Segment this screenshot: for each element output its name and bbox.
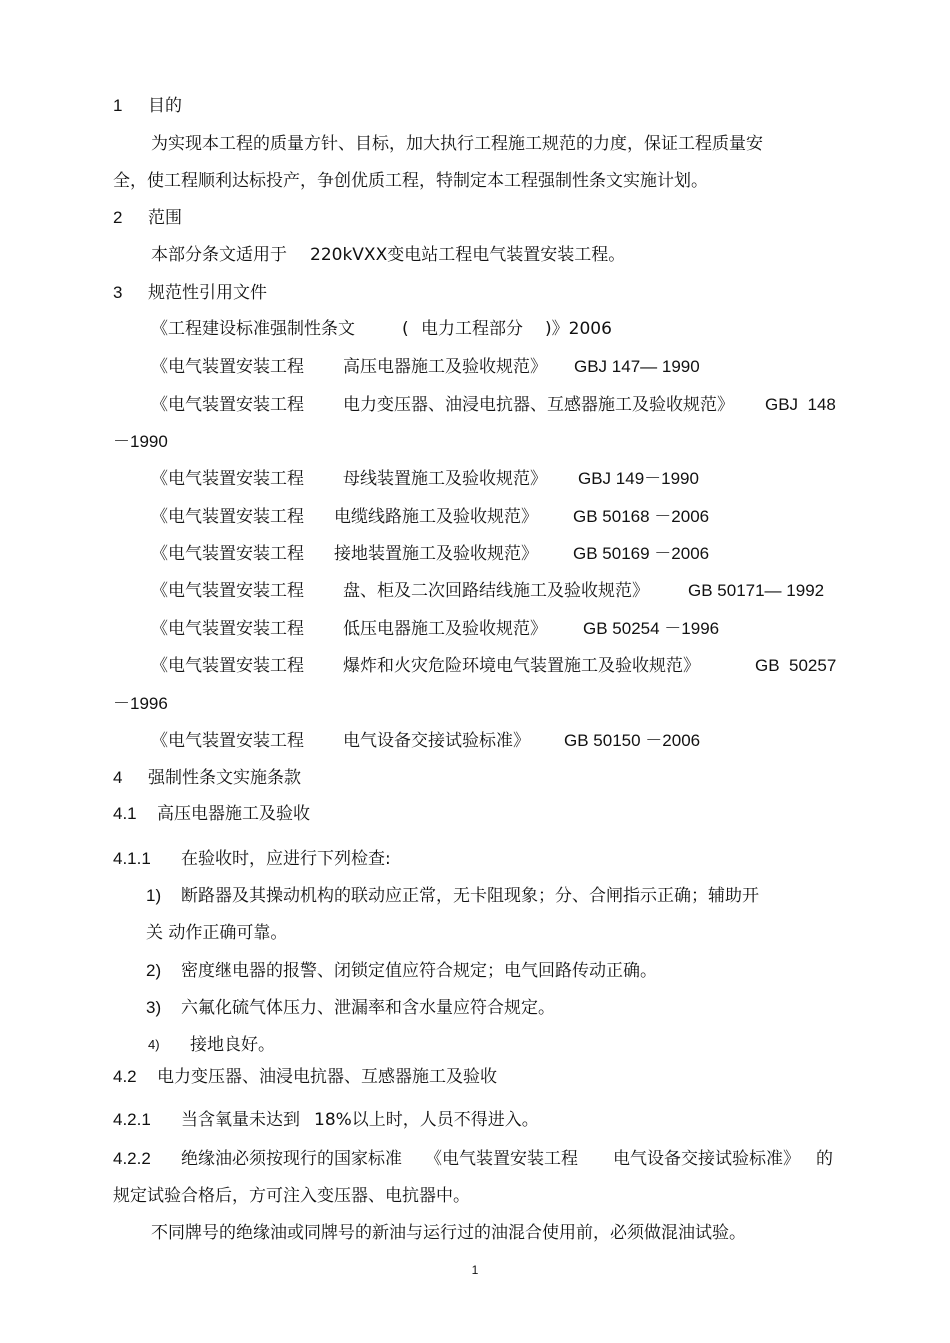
clause-text: 绝缘油必须按现行的国家标准	[181, 1149, 402, 1169]
clause-number: 4.2.2	[113, 1149, 151, 1168]
clause-text: 《电气装置安装工程	[425, 1149, 578, 1169]
clause-text: 当含氧量未达到	[181, 1110, 300, 1130]
item-text: 接地良好。	[190, 1035, 275, 1055]
reference-code: GB 50150 －2006	[564, 731, 701, 750]
reference-title: 《电气装置安装工程	[151, 619, 304, 639]
reference-code: GBJ 148	[765, 395, 836, 414]
reference-title: 母线装置施工及验收规范》	[343, 469, 547, 489]
reference-title: 《电气装置安装工程	[151, 469, 304, 489]
reference-title: 《电气装置安装工程	[151, 581, 304, 601]
reference-title: 《电气装置安装工程	[151, 544, 304, 564]
page-number: 1	[471, 1263, 479, 1277]
section-title: 目的	[148, 96, 182, 116]
reference-title: 接地装置施工及验收规范》	[334, 544, 538, 564]
section-title: 规范性引用文件	[148, 283, 267, 303]
section-title: 范围	[148, 208, 182, 228]
reference-title: 《电气装置安装工程	[151, 507, 304, 527]
reference-code: GB 50254 －1996	[583, 619, 720, 638]
reference-title: 电气设备交接试验标准》	[343, 731, 530, 751]
section-number: 3	[113, 283, 123, 302]
reference-title: 《工程建设标准强制性条文	[151, 319, 355, 339]
clause-text: 电气设备交接试验标准》	[613, 1149, 800, 1169]
reference-title: )》2006	[545, 319, 612, 339]
reference-code: GB 50171— 1992	[688, 581, 825, 600]
reference-code: GB 50168 －2006	[573, 507, 710, 526]
reference-title: 《电气装置安装工程	[151, 731, 304, 751]
clause-text: 18%以上时，人员不得进入。	[314, 1110, 539, 1130]
reference-title: 电力工程部分	[421, 319, 523, 339]
clause-text: 规定试验合格后，方可注入变压器、电抗器中。	[113, 1186, 470, 1206]
reference-code: GBJ 149－1990	[578, 469, 699, 488]
clause-number: 4.1.1	[113, 849, 151, 868]
section-number: 1	[113, 96, 123, 115]
subsection-title: 高压电器施工及验收	[157, 804, 310, 824]
clause-number: 4.2.1	[113, 1110, 151, 1129]
reference-title: 盘、柜及二次回路结线施工及验收规范》	[343, 581, 649, 601]
item-text: 密度继电器的报警、闭锁定值应符合规定；电气回路传动正确。	[181, 961, 657, 981]
item-number: 1)	[146, 886, 162, 905]
item-number: 3)	[146, 998, 162, 1017]
item-number: 4)	[148, 1037, 160, 1052]
item-number: 2)	[146, 961, 162, 980]
item-text: 六氟化硫气体压力、泄漏率和含水量应符合规定。	[181, 998, 555, 1018]
reference-code: GBJ 147— 1990	[574, 357, 700, 376]
paragraph-text: 220kVXX变电站工程电气装置安装工程。	[310, 245, 626, 265]
reference-title: 高压电器施工及验收规范》	[343, 357, 547, 377]
reference-title: (	[402, 319, 409, 339]
subsection-number: 4.2	[113, 1067, 137, 1086]
section-number: 2	[113, 208, 123, 227]
section-title: 强制性条文实施条款	[148, 768, 301, 788]
reference-title: 电力变压器、油浸电抗器、互感器施工及验收规范》	[343, 395, 734, 415]
item-text: 断路器及其操动机构的联动应正常，无卡阻现象；分、合闸指示正确；辅助开	[181, 886, 759, 906]
paragraph-line: 不同牌号的绝缘油或同牌号的新油与运行过的油混合使用前，必须做混油试验。	[151, 1223, 746, 1243]
paragraph-line: 全，使工程顺利达标投产，争创优质工程，特制定本工程强制性条文实施计划。	[113, 171, 708, 191]
item-text: 关 动作正确可靠。	[146, 923, 288, 943]
reference-title: 《电气装置安装工程	[151, 656, 304, 676]
paragraph-line: 为实现本工程的质量方针、目标，加大执行工程施工规范的力度，保证工程质量安	[151, 134, 763, 154]
subsection-number: 4.1	[113, 804, 137, 823]
section-number: 4	[113, 768, 123, 787]
reference-code: －1996	[113, 694, 168, 713]
reference-title: 爆炸和火灾危险环境电气装置施工及验收规范》	[343, 656, 700, 676]
reference-title: 《电气装置安装工程	[151, 395, 304, 415]
reference-code: GB 50169 －2006	[573, 544, 710, 563]
reference-title: 《电气装置安装工程	[151, 357, 304, 377]
reference-title: 低压电器施工及验收规范》	[343, 619, 547, 639]
clause-text: 的	[816, 1149, 833, 1169]
paragraph-text: 本部分条文适用于	[151, 245, 287, 265]
reference-code: －1990	[113, 432, 168, 451]
subsection-title: 电力变压器、油浸电抗器、互感器施工及验收	[157, 1067, 497, 1087]
reference-code: GB 50257	[755, 656, 837, 675]
reference-title: 电缆线路施工及验收规范》	[334, 507, 538, 527]
clause-text: 在验收时，应进行下列检查:	[181, 849, 391, 869]
